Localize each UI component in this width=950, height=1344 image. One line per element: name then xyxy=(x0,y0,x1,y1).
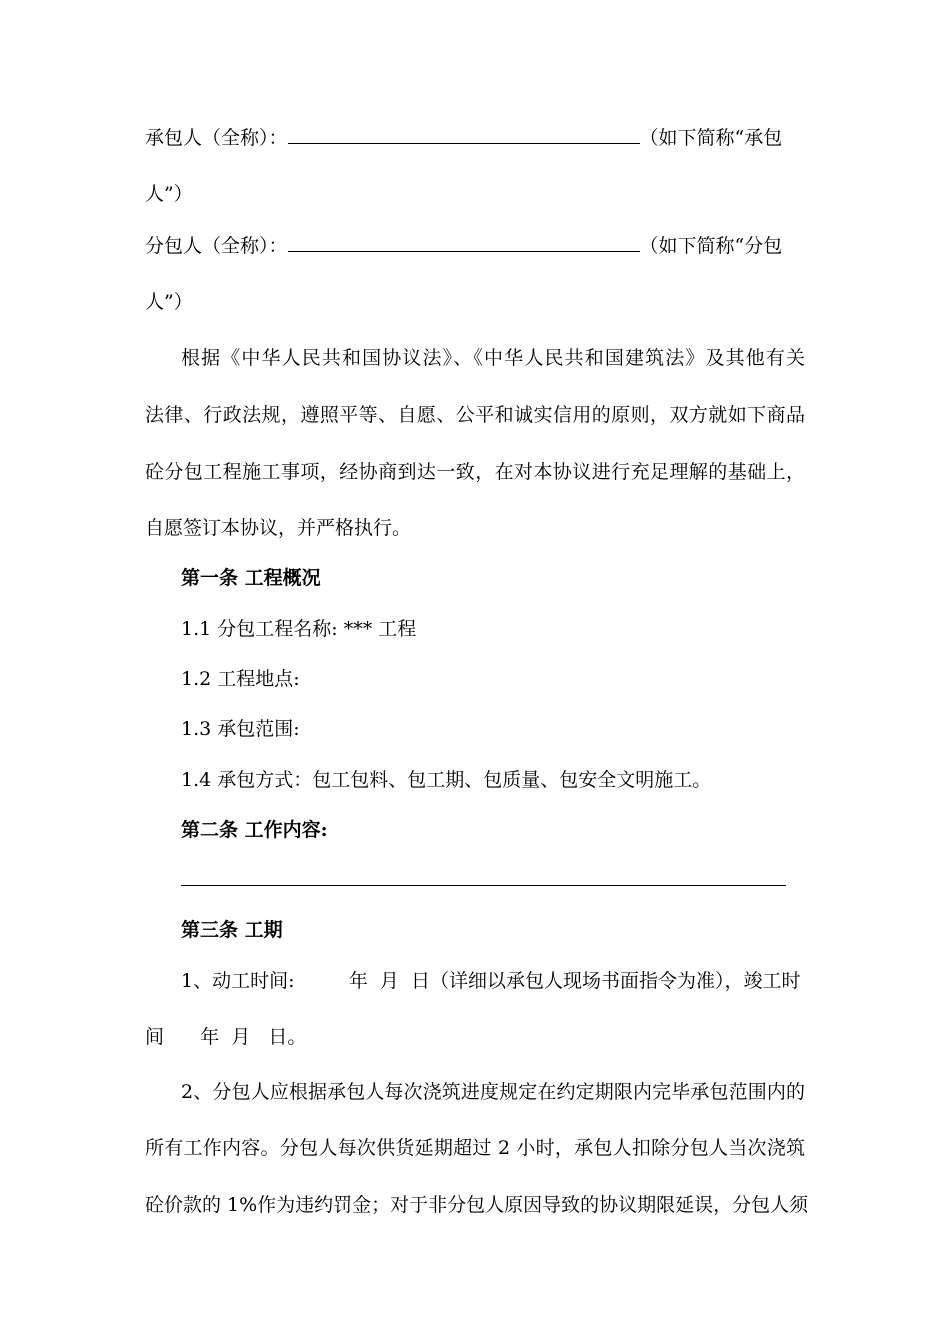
article3-title: 第三条 工期 xyxy=(181,919,283,941)
preamble-line: 法律、行政法规，遵照平等、自愿、公平和诚实信用的原则，双方就如下商品 xyxy=(145,404,805,426)
contractor-label: 承包人（全称）： xyxy=(145,127,288,149)
article3-p2-line: 所有工作内容。分包人每次供货延期超过 2 小时，承包人扣除分包人当次浇筑 xyxy=(145,1137,805,1159)
contractor-suffix: （如下简称“承包 xyxy=(639,127,783,149)
contractor-name-blank[interactable] xyxy=(288,125,640,144)
preamble-line: 砼分包工程施工事项，经协商到达一致，在对本协议进行充足理解的基础上， xyxy=(145,461,805,483)
subcontractor-wrap: 人”） xyxy=(145,291,193,313)
article1-item: 1.4 承包方式：包工包料、包工期、包质量、包安全文明施工。 xyxy=(181,769,712,791)
article3-p2-line: 2、分包人应根据承包人每次浇筑进度规定在约定期限内完毕承包范围内的 xyxy=(181,1081,805,1103)
contractor-line xyxy=(145,125,805,150)
article3-p1-line2: 间 年 月 日。 xyxy=(145,1026,307,1048)
article3-p1-line1: 1、动工时间: 年 月 日（详细以承包人现场书面指令为准），竣工时 xyxy=(181,970,801,992)
subcontractor-label: 分包人（全称）： xyxy=(145,235,288,257)
article1-item: 1.3 承包范围: xyxy=(181,718,300,740)
article2-title: 第二条 工作内容: xyxy=(181,819,328,841)
work-content-blank-line[interactable] xyxy=(181,885,786,886)
subcontractor-suffix: （如下简称“分包 xyxy=(639,235,783,257)
preamble-line: 自愿签订本协议，并严格执行。 xyxy=(145,517,412,539)
contractor-wrap: 人”） xyxy=(145,183,193,205)
article1-item: 1.2 工程地点: xyxy=(181,668,300,690)
article1-item: 1.1 分包工程名称: *** 工程 xyxy=(181,618,417,640)
article1-title: 第一条 工程概况 xyxy=(181,567,321,589)
article3-p2-line: 砼价款的 1%作为违约罚金；对于非分包人原因导致的协议期限延误，分包人须 xyxy=(145,1194,809,1216)
subcontractor-line xyxy=(145,233,805,258)
preamble-line: 根据《中华人民共和国协议法》、《中华人民共和国建筑法》及其他有关 xyxy=(181,347,805,369)
subcontractor-name-blank[interactable] xyxy=(288,233,640,252)
